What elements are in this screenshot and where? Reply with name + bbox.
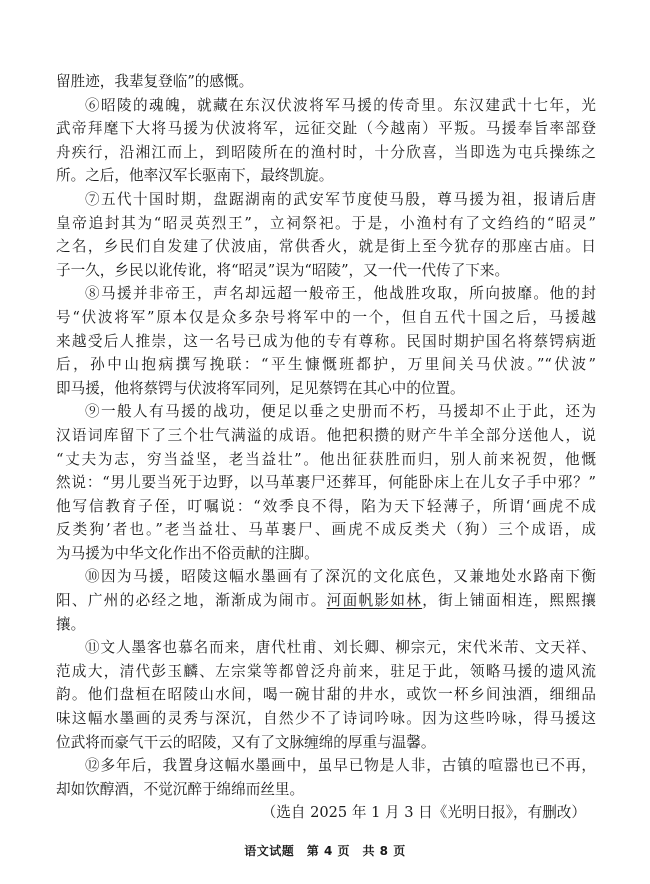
text-line: ⑩因为马援，昭陵这幅水墨画有了深沉的文化底色，又兼地处水路南下衡: [85, 568, 596, 586]
underlined-phrase: 河面帆影如林: [326, 592, 423, 610]
text-segment: 阳、广州的必经之地，渐渐成为闹市。: [56, 592, 327, 610]
text-line: ⑧马援并非帝王，声名却远超一般帝王，他战胜攻取，所向披靡。他的封: [85, 285, 596, 303]
text-segment: ，街上铺面相连，熙熙攘: [422, 592, 596, 610]
article-body: [56, 70, 596, 825]
text-line: 皇帝追封其为“昭灵英烈王”，立祠祭祀。于是，小渔村有了文绉绉的“昭灵”: [56, 214, 596, 232]
page-footer: 语文试题 第 4 页 共 8 页: [244, 844, 406, 858]
text-line: 范成大，清代彭玉麟、左宗棠等都曾泛舟前来，驻足于此，领略马援的遗风流: [56, 662, 596, 680]
text-line: 即马援，他将蔡锷与伏波将军同列，足见蔡锷在其心中的位置。: [56, 379, 465, 397]
text-line: ⑥昭陵的魂魄，就藏在东汉伏波将军马援的传奇里。东汉建武十七年，光: [85, 96, 596, 114]
text-line: 留胜迹，我辈复登临”的感慨。: [56, 73, 254, 90]
text-line: 味这幅水墨画的灵秀与深沉，自然少不了诗词吟咏。因为这些吟咏，得马援这: [56, 710, 596, 728]
text-line: 汉语词库留下了三个壮气满溢的成语。他把积攒的财产牛羊全部分送他人，说: [56, 426, 596, 444]
source-citation: （选自 2025 年 1 月 3 日《光明日报》，有删改）: [261, 804, 586, 822]
text-line: “丈夫为志，穷当益坚，老当益壮”。他出征获胜而归，别人前来祝贺，他慨: [56, 450, 596, 468]
text-line: [56, 589, 596, 613]
text-line: 后，孙中山抱病撰写挽联：“平生慷慨班都护，万里间关马伏波。”“伏波”: [56, 356, 596, 374]
text-line: 来越受后人推崇，这一名号已成为他的专有尊称。民国时期护国名将蔡锷病逝: [56, 332, 596, 350]
text-line: 却如饮醇酒，不觉沉醉于绵绵而丝里。: [56, 780, 305, 798]
text-line: 然说：“男儿要当死于边野，以马革裹尸还葬耳，何能卧床上在儿女子手中邪？”: [56, 474, 596, 492]
text-line: 武帝拜麾下大将马援为伏波将军，远征交趾（今越南）平叛。马援奉旨率部登: [56, 120, 596, 138]
text-line: 之名，乡民们自发建了伏波庙，常供香火，就是街上至今犹存的那座古庙。日: [56, 238, 596, 256]
text-line: 韵。他们盘桓在昭陵山水间，喝一碗甘甜的井水，或饮一杯乡间浊酒，细细品: [56, 686, 596, 704]
text-line: 舟疾行，沿湘江而上，到昭陵所在的渔村时，十分欣喜，当即选为屯兵操练之: [56, 143, 596, 161]
text-line: 位武将而豪气干云的昭陵，又有了文脉缠绵的厚重与温馨。: [56, 733, 436, 751]
text-line: 号“伏波将军”原本仅是众多杂号将军中的一个，但自五代十国之后，马援越: [56, 308, 596, 326]
text-line: 所。之后，他率汉军长驱南下，最终凯旋。: [56, 167, 334, 185]
text-line: 他写信教育子侄，叮嘱说：“效季良不得，陷为天下轻薄子，所谓‘画虎不成: [56, 497, 596, 515]
text-line: 为马援为中华文化作出不俗贡献的注脚。: [56, 544, 319, 562]
text-line: ⑫多年后，我置身这幅水墨画中，虽早已物是人非，古镇的喧嚣也已不再，: [85, 757, 596, 775]
text-line: ⑪文人墨客也慕名而来，唐代杜甫、刘长卿、柳宗元，宋代米芾、文天祥、: [85, 639, 596, 657]
text-line: ⑨一般人有马援的战功，便足以垂之史册而不朽，马援却不止于此，还为: [85, 403, 596, 421]
text-line: 攘。: [56, 615, 86, 633]
text-line: 子一久，乡民以讹传讹，将“昭灵”误为“昭陵”，又一代一代传了下来。: [56, 261, 510, 279]
text-line: ⑦五代十国时期，盘踞湖南的武安军节度使马殷，尊马援为祖，报请后唐: [85, 190, 596, 208]
text-line: 反类狗’者也。”老当益壮、马革裹尸、画虎不成反类犬（狗）三个成语，成: [56, 521, 596, 539]
